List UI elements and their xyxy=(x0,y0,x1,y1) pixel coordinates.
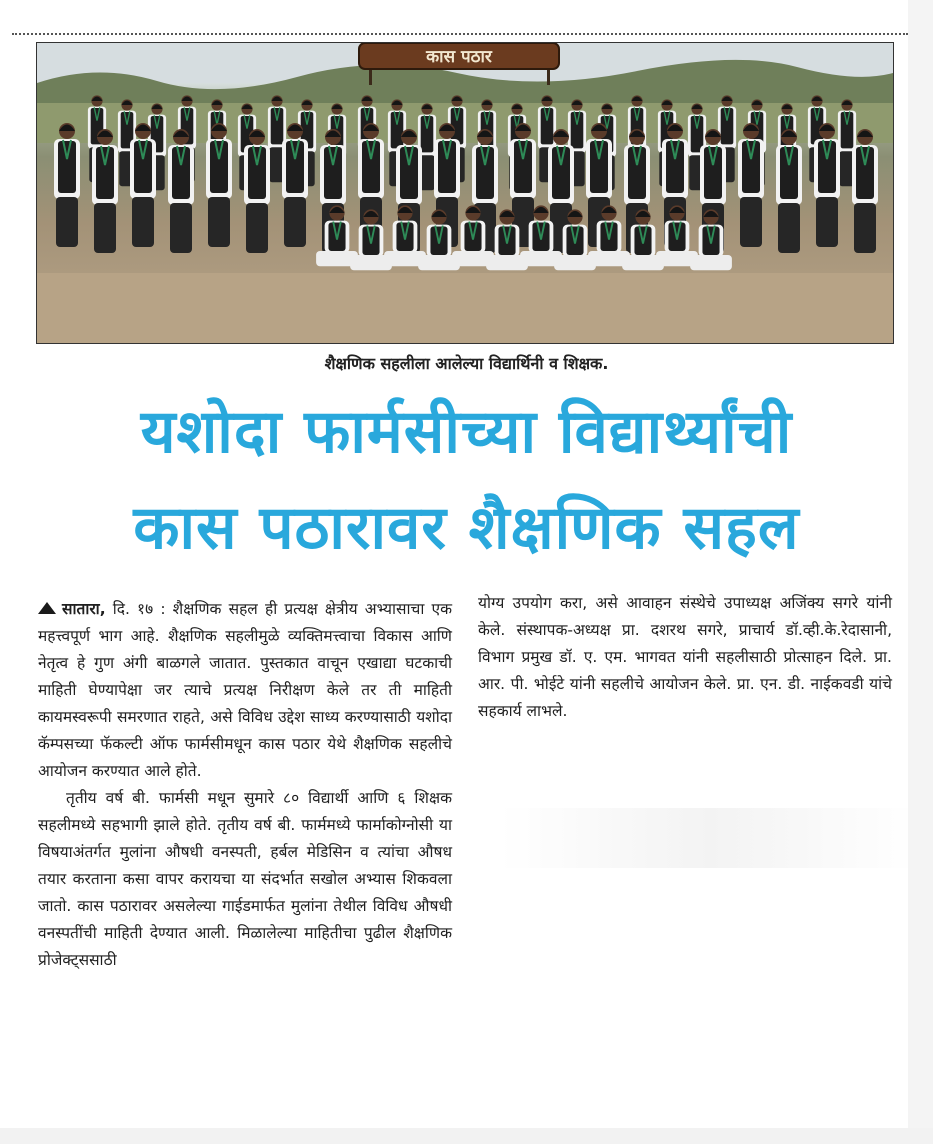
top-dotted-rule xyxy=(12,33,908,35)
article-column-left xyxy=(38,596,452,974)
page-bottom-margin xyxy=(0,1128,933,1144)
student-figure xyxy=(738,123,764,247)
photo-caption: शैक्षणिक सहलीला आलेल्या विद्यार्थिनी व शिक्षक. xyxy=(324,354,609,373)
group-photo xyxy=(36,42,894,344)
article-paragraph-2: तृतीय वर्ष बी. फार्मसी मधून सुमारे ८० विद्यार्थी आणि ६ शिक्षक सहलीमध्ये सहभागी झाले होते. तृतीय वर्ष बी. फार्ममध्ये फार्माकोग्नोसी या विषयाअंतर्गत मुलांना औषधी वनस्पती, हर्बल मेडिसिन व त्यांचा औषध तयार करताना कसा वापर करायचा या संदर्भात सखोल अभ्यास शिकवला जातो. कास पठारावर असलेल्या गाईडमार्फत मुलांना तेथील विविध औषधी वनस्पतींची माहिती देण्यात आली. मिळालेल्या माहितीचा पुढील शैक्षणिक प्रोजेक्ट्ससाठी xyxy=(38,789,452,969)
student-figure xyxy=(814,123,840,247)
student-figure xyxy=(690,209,732,270)
dateline-text: दि. १७ : शैक्षणिक सहल ही प्रत्यक्ष क्षेत्रीय अभ्यासाचा एक महत्त्वपूर्ण भाग आहे. शैक्षणिक सहलीमुळे व्यक्तिमत्त्वाचा विकास आणि नेतृत्व हे गुण अंगी बाळगले जातात. पुस्तकात वाचून एखाद्या घटकाची माहिती घेण्यापेक्षा जर त्याचे प्रत्यक्ष निरीक्षण केले तर ती माहिती कायमस्वरूपी समरणात राहते, असे विविध उद्देश साध्य करण्यासाठी यशोदा कॅम्पसच्या फॅकल्टी ऑफ फार्मसीमधून कास पठार येथे शैक्षणिक सहलीचे आयोजन करण्यात आले होते. xyxy=(38,600,452,780)
faded-print-area xyxy=(500,808,920,868)
student-figure xyxy=(852,129,878,253)
headline-line-1: यशोदा फार्मसीच्या विद्यार्थ्यांची xyxy=(140,397,793,467)
page-right-margin xyxy=(908,0,933,1144)
article-column-right xyxy=(478,590,892,725)
triangle-marker-icon xyxy=(38,602,56,614)
student-figure xyxy=(282,123,308,247)
signboard-text: कास पठार xyxy=(426,47,492,67)
headline-line-2: कास पठारावर शैक्षणिक सहल xyxy=(133,493,800,563)
student-figure xyxy=(130,123,156,247)
student-figure xyxy=(776,129,802,253)
student-figure xyxy=(92,129,118,253)
student-figure xyxy=(168,129,194,253)
article-paragraph-3: योग्य उपयोग करा, असे आवाहन संस्थेचे उपाध्यक्ष अजिंक्य सगरे यांनी केले. संस्थापक-अध्यक्ष प्रा. दशरथ सगरे, प्राचार्य डॉ.व्ही.के.रेदासानी, विभाग प्रमुख डॉ. ए. एम. भागवत यांनी सहलीसाठी प्रोत्साहन दिले. प्रा. आर. पी. भोईटे यांनी सहलीचे आयोजन केले. प्रा. एन. डी. नाईकवडी यांचे सहकार्य लाभले. xyxy=(478,594,892,720)
article-paragraph-1 xyxy=(38,596,452,785)
student-figure xyxy=(244,129,270,253)
dateline-place: सातारा, xyxy=(62,600,106,618)
student-figure xyxy=(54,123,80,247)
student-figure xyxy=(206,123,232,247)
